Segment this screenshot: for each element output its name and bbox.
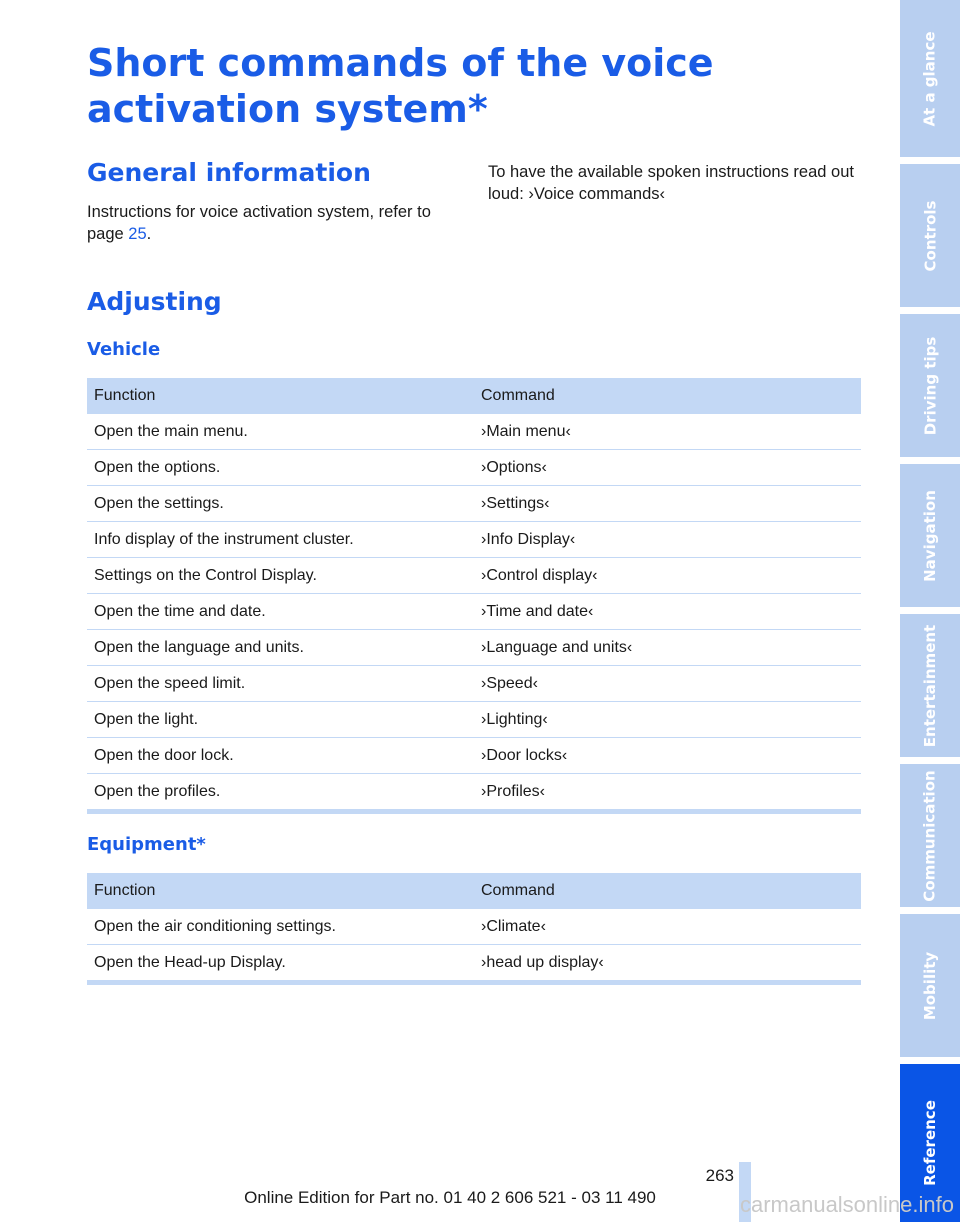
watermark: carmanualsonline.info (739, 1192, 954, 1217)
table-header-row (87, 873, 861, 909)
sidebar-tab-mobility[interactable] (900, 914, 960, 1057)
command-cell: ›Door locks‹ (474, 738, 861, 774)
general-information-heading: General information (87, 158, 371, 187)
command-cell: ›Time and date‹ (474, 594, 861, 630)
sidebar-tab-at-a-glance[interactable] (900, 0, 960, 157)
sidebar-tab-label: Mobility (921, 951, 939, 1020)
table-row (87, 450, 861, 486)
function-cell: Open the air conditioning settings. (87, 909, 474, 945)
vehicle-heading: Vehicle (87, 339, 161, 360)
page-reference-link[interactable]: 25 (128, 225, 147, 243)
sidebar-tab-label: Driving tips (921, 336, 939, 435)
table-row (87, 909, 861, 945)
function-cell: Open the language and units. (87, 630, 474, 666)
chapter-sidebar (900, 0, 960, 1222)
general-information-text-after: . (146, 225, 152, 243)
command-column-header: Command (474, 873, 861, 909)
sidebar-tab-label: Controls (921, 200, 939, 271)
function-cell: Open the profiles. (87, 774, 474, 812)
command-cell: ›Language and units‹ (474, 630, 861, 666)
table-row (87, 486, 861, 522)
function-cell: Open the options. (87, 450, 474, 486)
adjusting-heading: Adjusting (87, 287, 222, 316)
equipment-commands-table (87, 873, 861, 985)
table-row (87, 594, 861, 630)
sidebar-tab-navigation[interactable] (900, 464, 960, 607)
sidebar-tab-label: Entertainment (921, 624, 939, 747)
command-cell: ›Profiles‹ (474, 774, 861, 812)
table-row (87, 702, 861, 738)
general-information-text (87, 201, 467, 245)
sidebar-tab-controls[interactable] (900, 164, 960, 307)
function-cell: Settings on the Control Display. (87, 558, 474, 594)
footer-edition-text: Online Edition for Part no. 01 40 2 606 521 - 03 11 490 (244, 1188, 656, 1207)
page-title: Short commands of the voice activation system* (87, 41, 714, 131)
table-row (87, 414, 861, 450)
page-number: 263 (705, 1166, 734, 1185)
sidebar-tab-label: Reference (921, 1100, 939, 1186)
function-cell: Open the door lock. (87, 738, 474, 774)
table-row (87, 522, 861, 558)
equipment-heading: Equipment* (87, 834, 206, 855)
function-cell: Open the Head-up Display. (87, 945, 474, 983)
table-row (87, 774, 861, 812)
command-cell: ›Speed‹ (474, 666, 861, 702)
vehicle-commands-table (87, 378, 861, 814)
sidebar-tab-driving-tips[interactable] (900, 314, 960, 457)
function-cell: Info display of the instrument cluster. (87, 522, 474, 558)
function-cell: Open the time and date. (87, 594, 474, 630)
function-column-header: Function (87, 378, 474, 414)
table-row (87, 738, 861, 774)
sidebar-tab-label: At a glance (921, 30, 939, 127)
function-column-header: Function (87, 873, 474, 909)
sidebar-tab-entertainment[interactable] (900, 614, 960, 757)
table-header-row (87, 378, 861, 414)
table-row (87, 558, 861, 594)
sidebar-tab-communication[interactable] (900, 764, 960, 907)
command-cell: ›Info Display‹ (474, 522, 861, 558)
command-cell: ›Main menu‹ (474, 414, 861, 450)
command-column-header: Command (474, 378, 861, 414)
function-cell: Open the speed limit. (87, 666, 474, 702)
function-cell: Open the main menu. (87, 414, 474, 450)
command-cell: ›head up display‹ (474, 945, 861, 983)
sidebar-tab-label: Communication (921, 769, 940, 902)
general-information-text-before: Instructions for voice activation system, refer to page (87, 203, 431, 243)
table-row (87, 630, 861, 666)
sidebar-tab-label: Navigation (921, 489, 940, 582)
function-cell: Open the settings. (87, 486, 474, 522)
table-row (87, 666, 861, 702)
command-cell: ›Climate‹ (474, 909, 861, 945)
command-cell: ›Control display‹ (474, 558, 861, 594)
command-cell: ›Settings‹ (474, 486, 861, 522)
command-cell: ›Lighting‹ (474, 702, 861, 738)
command-cell: ›Options‹ (474, 450, 861, 486)
voice-commands-instruction: To have the available spoken instructions read out loud: ›Voice commands‹ (488, 163, 854, 203)
function-cell: Open the light. (87, 702, 474, 738)
table-row (87, 945, 861, 983)
